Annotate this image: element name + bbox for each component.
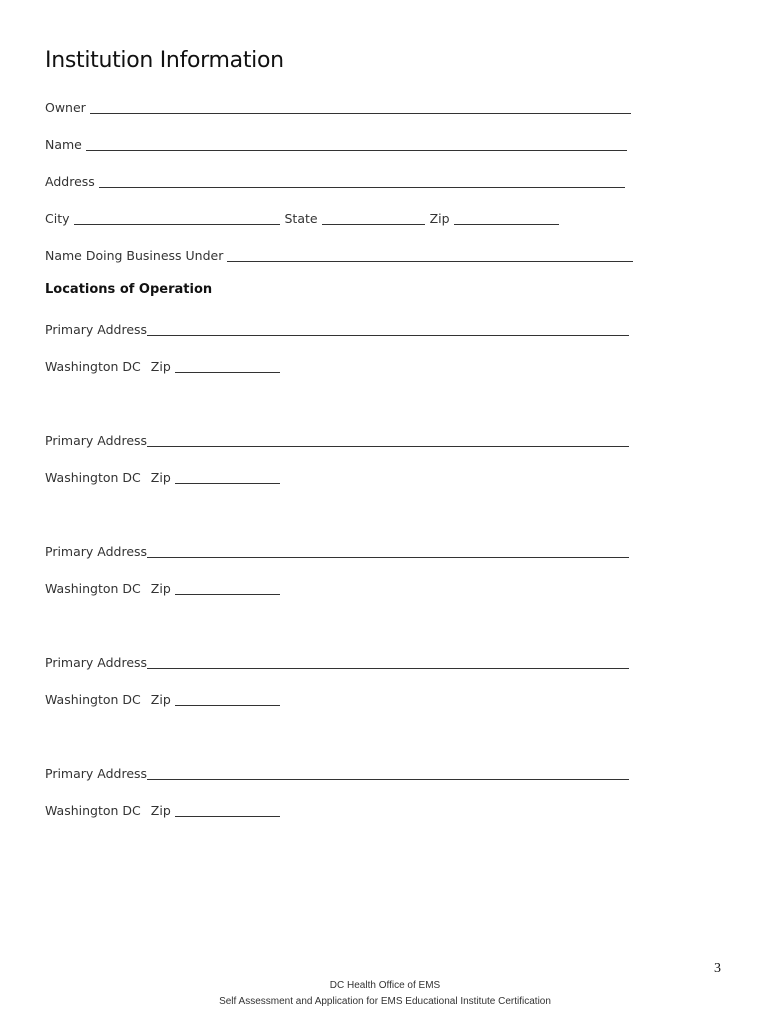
primary-address-label: Primary Address xyxy=(45,544,148,559)
city-state-zip-row xyxy=(45,209,559,227)
dba-label: Name Doing Business Under xyxy=(45,248,224,263)
name-field[interactable] xyxy=(86,137,627,151)
location-3-address-row xyxy=(45,542,629,560)
address-row xyxy=(45,172,625,190)
city-field[interactable] xyxy=(74,211,280,225)
city-label: Washington DC xyxy=(45,470,141,485)
location-5-zip-row xyxy=(45,801,280,819)
zip-field[interactable] xyxy=(175,470,280,484)
footer-line-2: Self Assessment and Application for EMS Educational Institute Certification xyxy=(219,996,551,1007)
page-title: Institution Information xyxy=(45,48,284,73)
location-4-address-row xyxy=(45,653,629,671)
city-label: Washington DC xyxy=(45,359,141,374)
location-4-zip-row xyxy=(45,690,280,708)
zip-label: Zip xyxy=(429,211,450,226)
zip-field[interactable] xyxy=(175,359,280,373)
owner-field[interactable] xyxy=(90,100,631,114)
primary-address-label: Primary Address xyxy=(45,766,148,781)
zip-field[interactable] xyxy=(454,211,559,225)
city-label: Washington DC xyxy=(45,803,141,818)
zip-label: Zip xyxy=(150,470,171,485)
primary-address-field[interactable] xyxy=(147,655,629,669)
zip-label: Zip xyxy=(150,692,171,707)
primary-address-field[interactable] xyxy=(147,766,629,780)
owner-label: Owner xyxy=(45,100,86,115)
primary-address-field[interactable] xyxy=(147,433,629,447)
state-field[interactable] xyxy=(322,211,425,225)
primary-address-label: Primary Address xyxy=(45,655,148,670)
zip-label: Zip xyxy=(150,803,171,818)
locations-heading: Locations of Operation xyxy=(45,282,213,297)
zip-label: Zip xyxy=(150,581,171,596)
zip-field[interactable] xyxy=(175,692,280,706)
name-label: Name xyxy=(45,137,82,152)
location-1-zip-row xyxy=(45,357,280,375)
dba-field[interactable] xyxy=(227,248,633,262)
city-label: City xyxy=(45,211,70,226)
state-label: State xyxy=(284,211,318,226)
location-1-address-row xyxy=(45,320,629,338)
city-label: Washington DC xyxy=(45,692,141,707)
dba-row xyxy=(45,246,633,264)
primary-address-label: Primary Address xyxy=(45,322,148,337)
zip-field[interactable] xyxy=(175,803,280,817)
owner-row xyxy=(45,98,631,116)
location-5-address-row xyxy=(45,764,629,782)
primary-address-label: Primary Address xyxy=(45,433,148,448)
primary-address-field[interactable] xyxy=(147,322,629,336)
primary-address-field[interactable] xyxy=(147,544,629,558)
zip-field[interactable] xyxy=(175,581,280,595)
page-number: 3 xyxy=(714,961,721,976)
address-field[interactable] xyxy=(99,174,625,188)
name-row xyxy=(45,135,627,153)
location-2-address-row xyxy=(45,431,629,449)
location-3-zip-row xyxy=(45,579,280,597)
address-label: Address xyxy=(45,174,95,189)
zip-label: Zip xyxy=(150,359,171,374)
city-label: Washington DC xyxy=(45,581,141,596)
location-2-zip-row xyxy=(45,468,280,486)
footer-line-1: DC Health Office of EMS xyxy=(329,980,441,991)
